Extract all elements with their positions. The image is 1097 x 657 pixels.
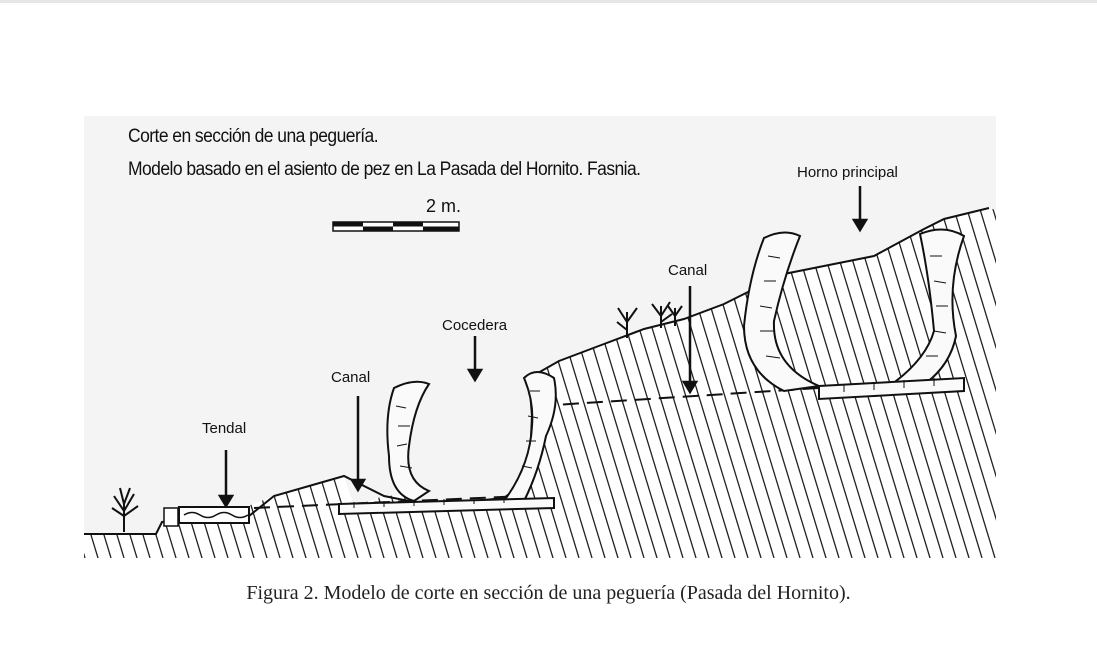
label-cocedera: Cocedera	[442, 317, 508, 334]
diagram-title: Corte en sección de una peguería.	[128, 126, 378, 147]
figure-caption: Figura 2. Modelo de corte en sección de una peguería (Pasada del Hornito).	[246, 582, 851, 604]
viewer-top-border	[0, 0, 1097, 3]
label-canal-lower: Canal	[331, 369, 371, 386]
scale-label: 2 m.	[426, 196, 462, 216]
tendal-tank	[164, 507, 249, 526]
label-canal-upper: Canal	[668, 262, 708, 279]
scale-bar	[333, 222, 459, 231]
label-tendal: Tendal	[202, 420, 247, 437]
cross-section-drawing	[84, 116, 996, 558]
label-horno-principal: Horno principal	[797, 164, 898, 181]
bedrock-hatching	[84, 116, 996, 558]
cross-section-figure	[84, 116, 996, 558]
diagram-subtitle: Modelo basado en el asiento de pez en La Pasada del Hornito. Fasnia.	[128, 159, 641, 180]
